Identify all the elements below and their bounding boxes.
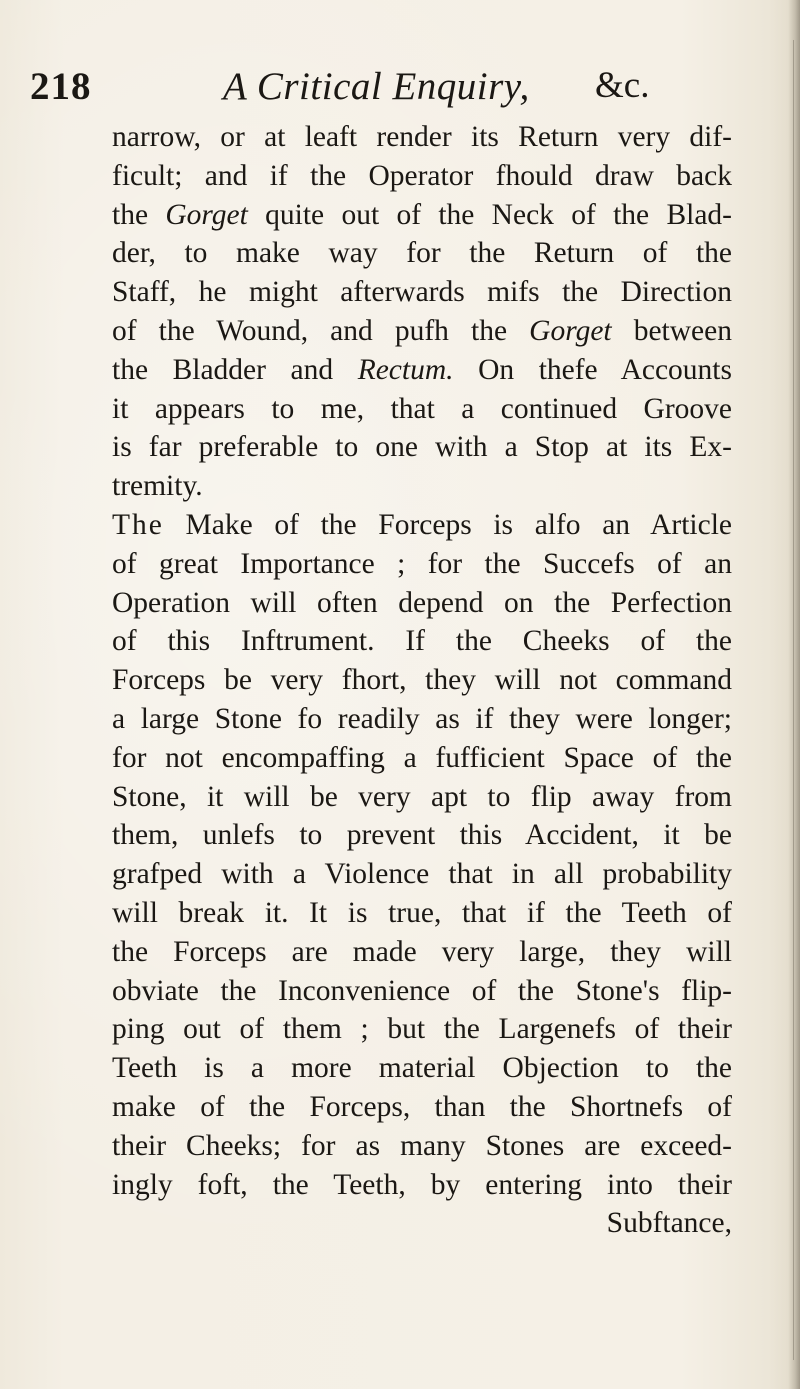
text-line [112,273,732,312]
text-run: it appears to me, that a continued Groove [112,392,732,425]
text-line [112,855,732,894]
text-line [112,234,732,273]
text-run: is far preferable to one with a Stop at its Ex- [112,431,732,464]
text-run: ingly foft, the Teeth, by entering into their [112,1168,732,1201]
text-run: make of the Forceps, than the Shortnefs of [112,1090,732,1123]
text-line [112,972,732,1011]
text-run: Teeth is a more material Objection to the [112,1052,732,1085]
text-line [112,622,732,661]
italic-text: Rectum. [357,353,454,386]
text-run: tremity. [112,470,203,503]
text-run: of the Wound, and pufh the [112,314,530,347]
text-run: On thefe Accounts [453,353,732,386]
text-run: the Forceps are made very large, they will [112,935,732,968]
text-run: the Bladder and [112,353,358,386]
text-line [112,1088,732,1127]
text-run: of this Inftrument. If the Cheeks of the [112,625,732,658]
text-line [112,428,732,467]
text-line [112,816,732,855]
text-line [112,118,732,157]
page-edge-shadow [788,0,800,1389]
text-run: quite out of the Neck of the Blad- [247,198,732,231]
page-header [30,64,730,114]
page-edge-line [793,40,794,1360]
text-run: The [112,508,164,541]
text-run: ping out of them ; but the Largenefs of their [112,1013,732,1046]
page-number: 218 [30,65,92,108]
italic-text: Gorget [529,314,612,347]
text-run: narrow, or at leaft render its Return very dif- [112,121,732,153]
text-line [112,739,732,778]
text-line [112,157,732,196]
text-line [112,1010,732,1049]
text-line [112,1127,732,1166]
text-run: grafped with a Violence that in all probability [112,858,732,891]
text-run: Operation will often depend on the Perfection [112,586,732,619]
text-run: will break it. It is true, that if the Teeth of [112,896,732,929]
text-run: between [611,314,732,347]
text-line [112,351,732,390]
text-run: Make of the Forceps is alfo an Article [163,508,732,541]
text-run: a large Stone fo readily as if they were longer; [112,702,732,735]
text-line [112,700,732,739]
text-line [112,390,732,429]
text-run: Subftance, [606,1207,732,1240]
text-run: for not encompaffing a fufficient Space of the [112,741,732,774]
text-line [112,778,732,817]
text-line [112,1049,732,1088]
text-line [112,1166,732,1205]
text-run: of great Importance ; for the Succefs of an [112,547,732,580]
text-run: Stone, it will be very apt to flip away from [112,780,732,813]
text-run: them, unlefs to prevent this Accident, it be [112,819,732,852]
text-run: ficult; and if the Operator fhould draw back [112,159,732,192]
text-line [112,894,732,933]
text-run: Forceps be very fhort, they will not command [112,664,732,697]
text-line [112,467,732,506]
text-line [112,933,732,972]
text-run: der, to make way for the Return of the [112,237,732,270]
body-text [112,118,732,1243]
text-line [112,312,732,351]
text-line [112,545,732,584]
text-run: the [112,198,166,231]
text-run: obviate the Inconvenience of the Stone's flip- [112,974,732,1007]
text-line [112,506,732,545]
text-line [112,196,732,235]
text-run: their Cheeks; for as many Stones are exceed- [112,1129,732,1162]
running-title-etc: &c. [595,65,650,106]
running-title: A Critical Enquiry, [223,65,530,108]
text-run: Staff, he might afterwards mifs the Direction [112,276,732,309]
text-line [112,584,732,623]
text-line [112,661,732,700]
italic-text: Gorget [165,198,248,231]
text-line [112,1204,732,1243]
